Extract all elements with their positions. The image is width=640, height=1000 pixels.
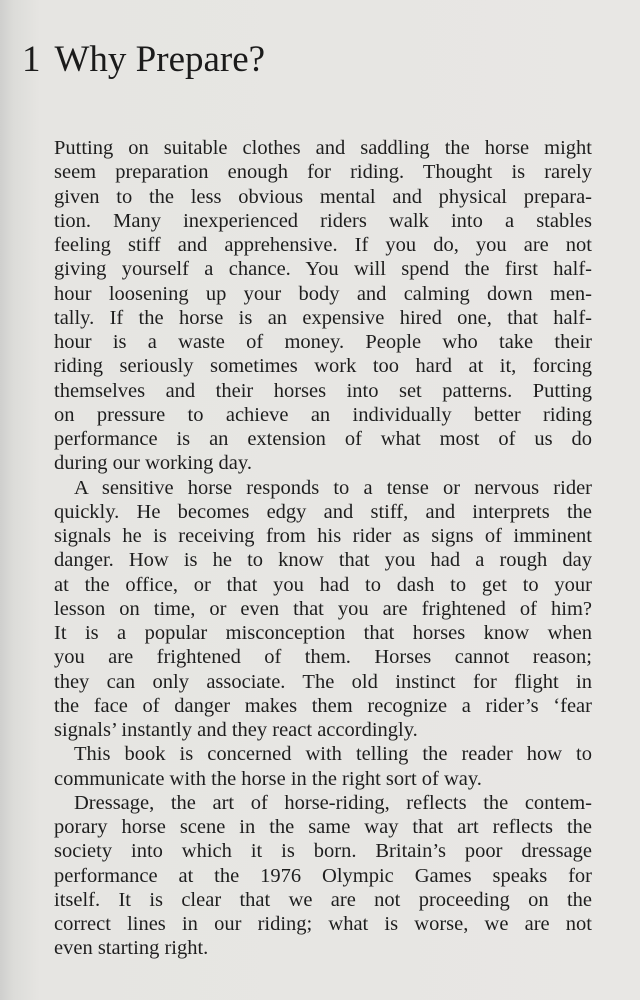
text-line: signals he is receiving from his rider as signs of imminent (54, 525, 592, 547)
text-line: Putting on suitable clothes and saddling the horse might (54, 137, 592, 159)
chapter-heading (22, 38, 265, 82)
text-line: itself. It is clear that we are not proceeding on the (54, 888, 592, 911)
paragraph (54, 476, 592, 743)
chapter-number: 1 (22, 39, 41, 80)
text-line: during our working day. (54, 452, 252, 475)
text-line: given to the less obvious mental and physical prepara- (54, 185, 592, 208)
text-line: Dressage, the art of horse-riding, reflects the contem- (74, 791, 592, 814)
text-line: performance at the 1976 Olympic Games speaks for (54, 864, 592, 887)
text-line: on pressure to achieve an individually better riding (54, 403, 592, 426)
text-line: quickly. He becomes edgy and stiff, and interprets the (54, 500, 592, 523)
text-line: even starting right. (54, 937, 209, 960)
text-line: they can only associate. The old instinct for flight in (54, 670, 592, 693)
text-line: you are frightened of them. Horses cannot reason; (54, 646, 592, 669)
text-line: seem preparation enough for riding. Thought is rarely (54, 161, 592, 184)
chapter-title: Why Prepare? (54, 39, 266, 80)
body-text (54, 136, 592, 961)
text-line: hour loosening up your body and calming down men- (54, 282, 592, 305)
text-line: society into which it is born. Britain’s poor dressage (54, 840, 592, 863)
paragraph (54, 742, 592, 791)
text-line: danger. How is he to know that you had a rough day (54, 549, 592, 572)
text-line: themselves and their horses into set patterns. Putting (54, 379, 592, 402)
text-line: at the office, or that you had to dash to get to your (54, 573, 592, 596)
text-line: feeling stiff and apprehensive. If you do, you are not (54, 234, 592, 256)
text-line: communicate with the horse in the right sort of way. (54, 767, 482, 790)
text-line: hour is a waste of money. People who take their (54, 331, 592, 353)
text-line: porary horse scene in the same way that art reflects the (54, 816, 592, 838)
text-line: performance is an extension of what most of us do (54, 428, 592, 450)
text-line: riding seriously sometimes work too hard at it, forcing (54, 355, 592, 378)
text-line: correct lines in our riding; what is worse, we are not (54, 913, 592, 935)
text-line: the face of danger makes them recognize a rider’s ‘fear (54, 694, 592, 717)
text-line: tally. If the horse is an expensive hired one, that half- (54, 306, 592, 329)
text-line: It is a popular misconception that horses know when (54, 622, 592, 644)
text-line: A sensitive horse responds to a tense or nervous rider (74, 476, 592, 499)
paragraph (54, 136, 592, 476)
text-line: giving yourself a chance. You will spend the first half- (54, 258, 592, 281)
text-line: tion. Many inexperienced riders walk into a stables (54, 209, 592, 232)
text-line: signals’ instantly and they react accordingly. (54, 719, 418, 741)
text-line: This book is concerned with telling the reader how to (74, 743, 592, 766)
paragraph (54, 791, 592, 961)
text-line: lesson on time, or even that you are frightened of him? (54, 597, 592, 620)
